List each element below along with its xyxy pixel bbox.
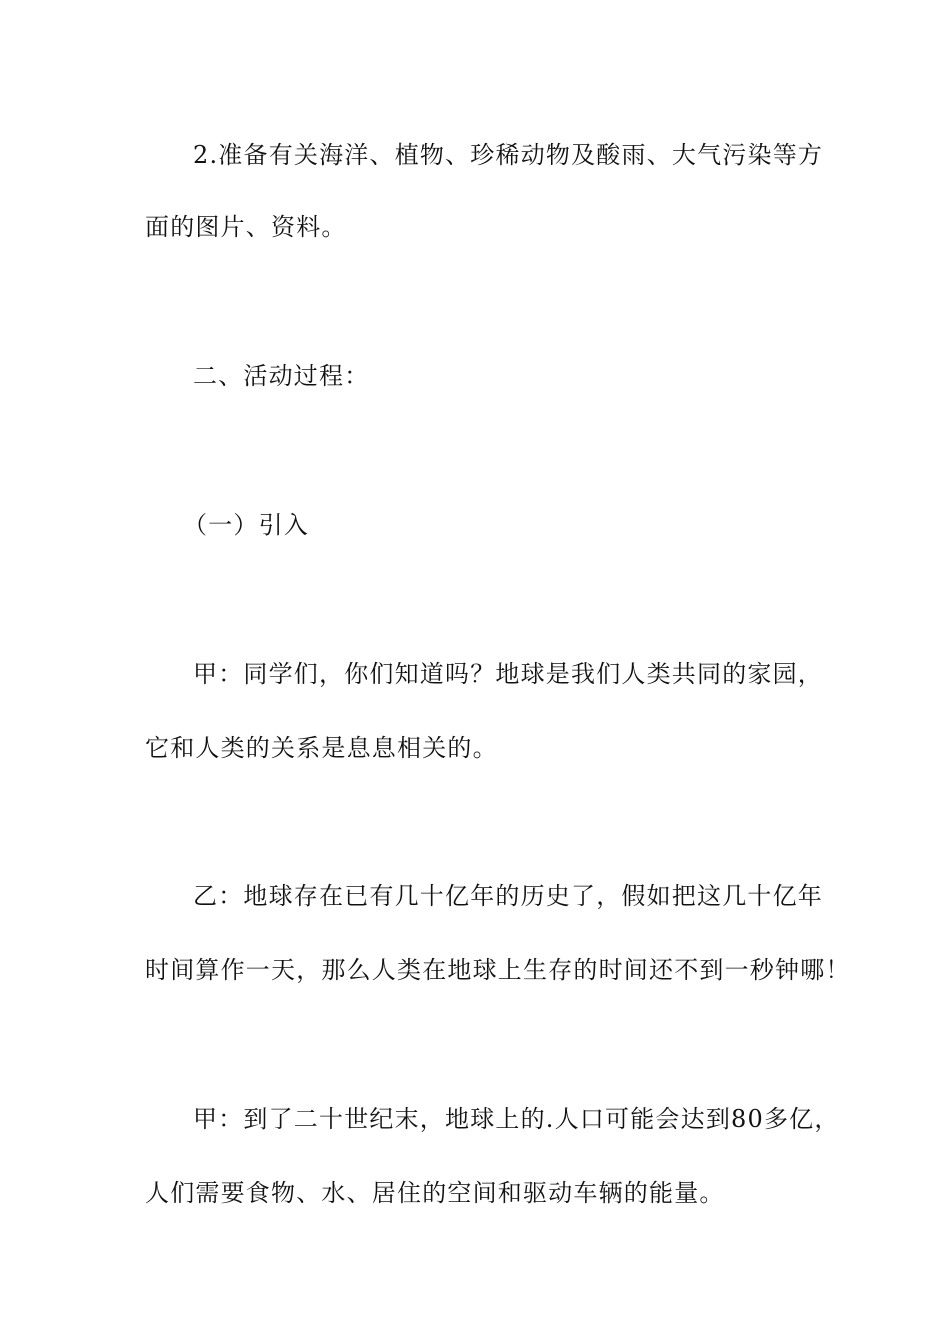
- dialogue-jia-2-line-1: 甲：到了二十世纪末，地球上的.人口可能会达到80多亿，: [193, 1105, 840, 1133]
- dialogue-yi-1-line-2: 时间算作一天，那么人类在地球上生存的时间还不到一秒钟哪！: [145, 956, 851, 984]
- paragraph-prep-line-2: 面的图片、资料。: [145, 213, 347, 241]
- dialogue-yi-1-line-1: 乙：地球存在已有几十亿年的历史了，假如把这几十亿年: [193, 882, 823, 910]
- paragraph-prep-line-1: 2.准备有关海洋、植物、珍稀动物及酸雨、大气污染等方: [193, 141, 824, 169]
- section-heading-activity-process: 二、活动过程：: [193, 362, 370, 390]
- subsection-heading-introduction: （一）引入: [183, 511, 309, 539]
- dialogue-jia-2-line-2: 人们需要食物、水、居住的空间和驱动车辆的能量。: [145, 1179, 725, 1207]
- dialogue-jia-1-line-1: 甲：同学们，你们知道吗？地球是我们人类共同的家园，: [193, 660, 823, 688]
- dialogue-jia-1-line-2: 它和人类的关系是息息相关的。: [145, 734, 498, 762]
